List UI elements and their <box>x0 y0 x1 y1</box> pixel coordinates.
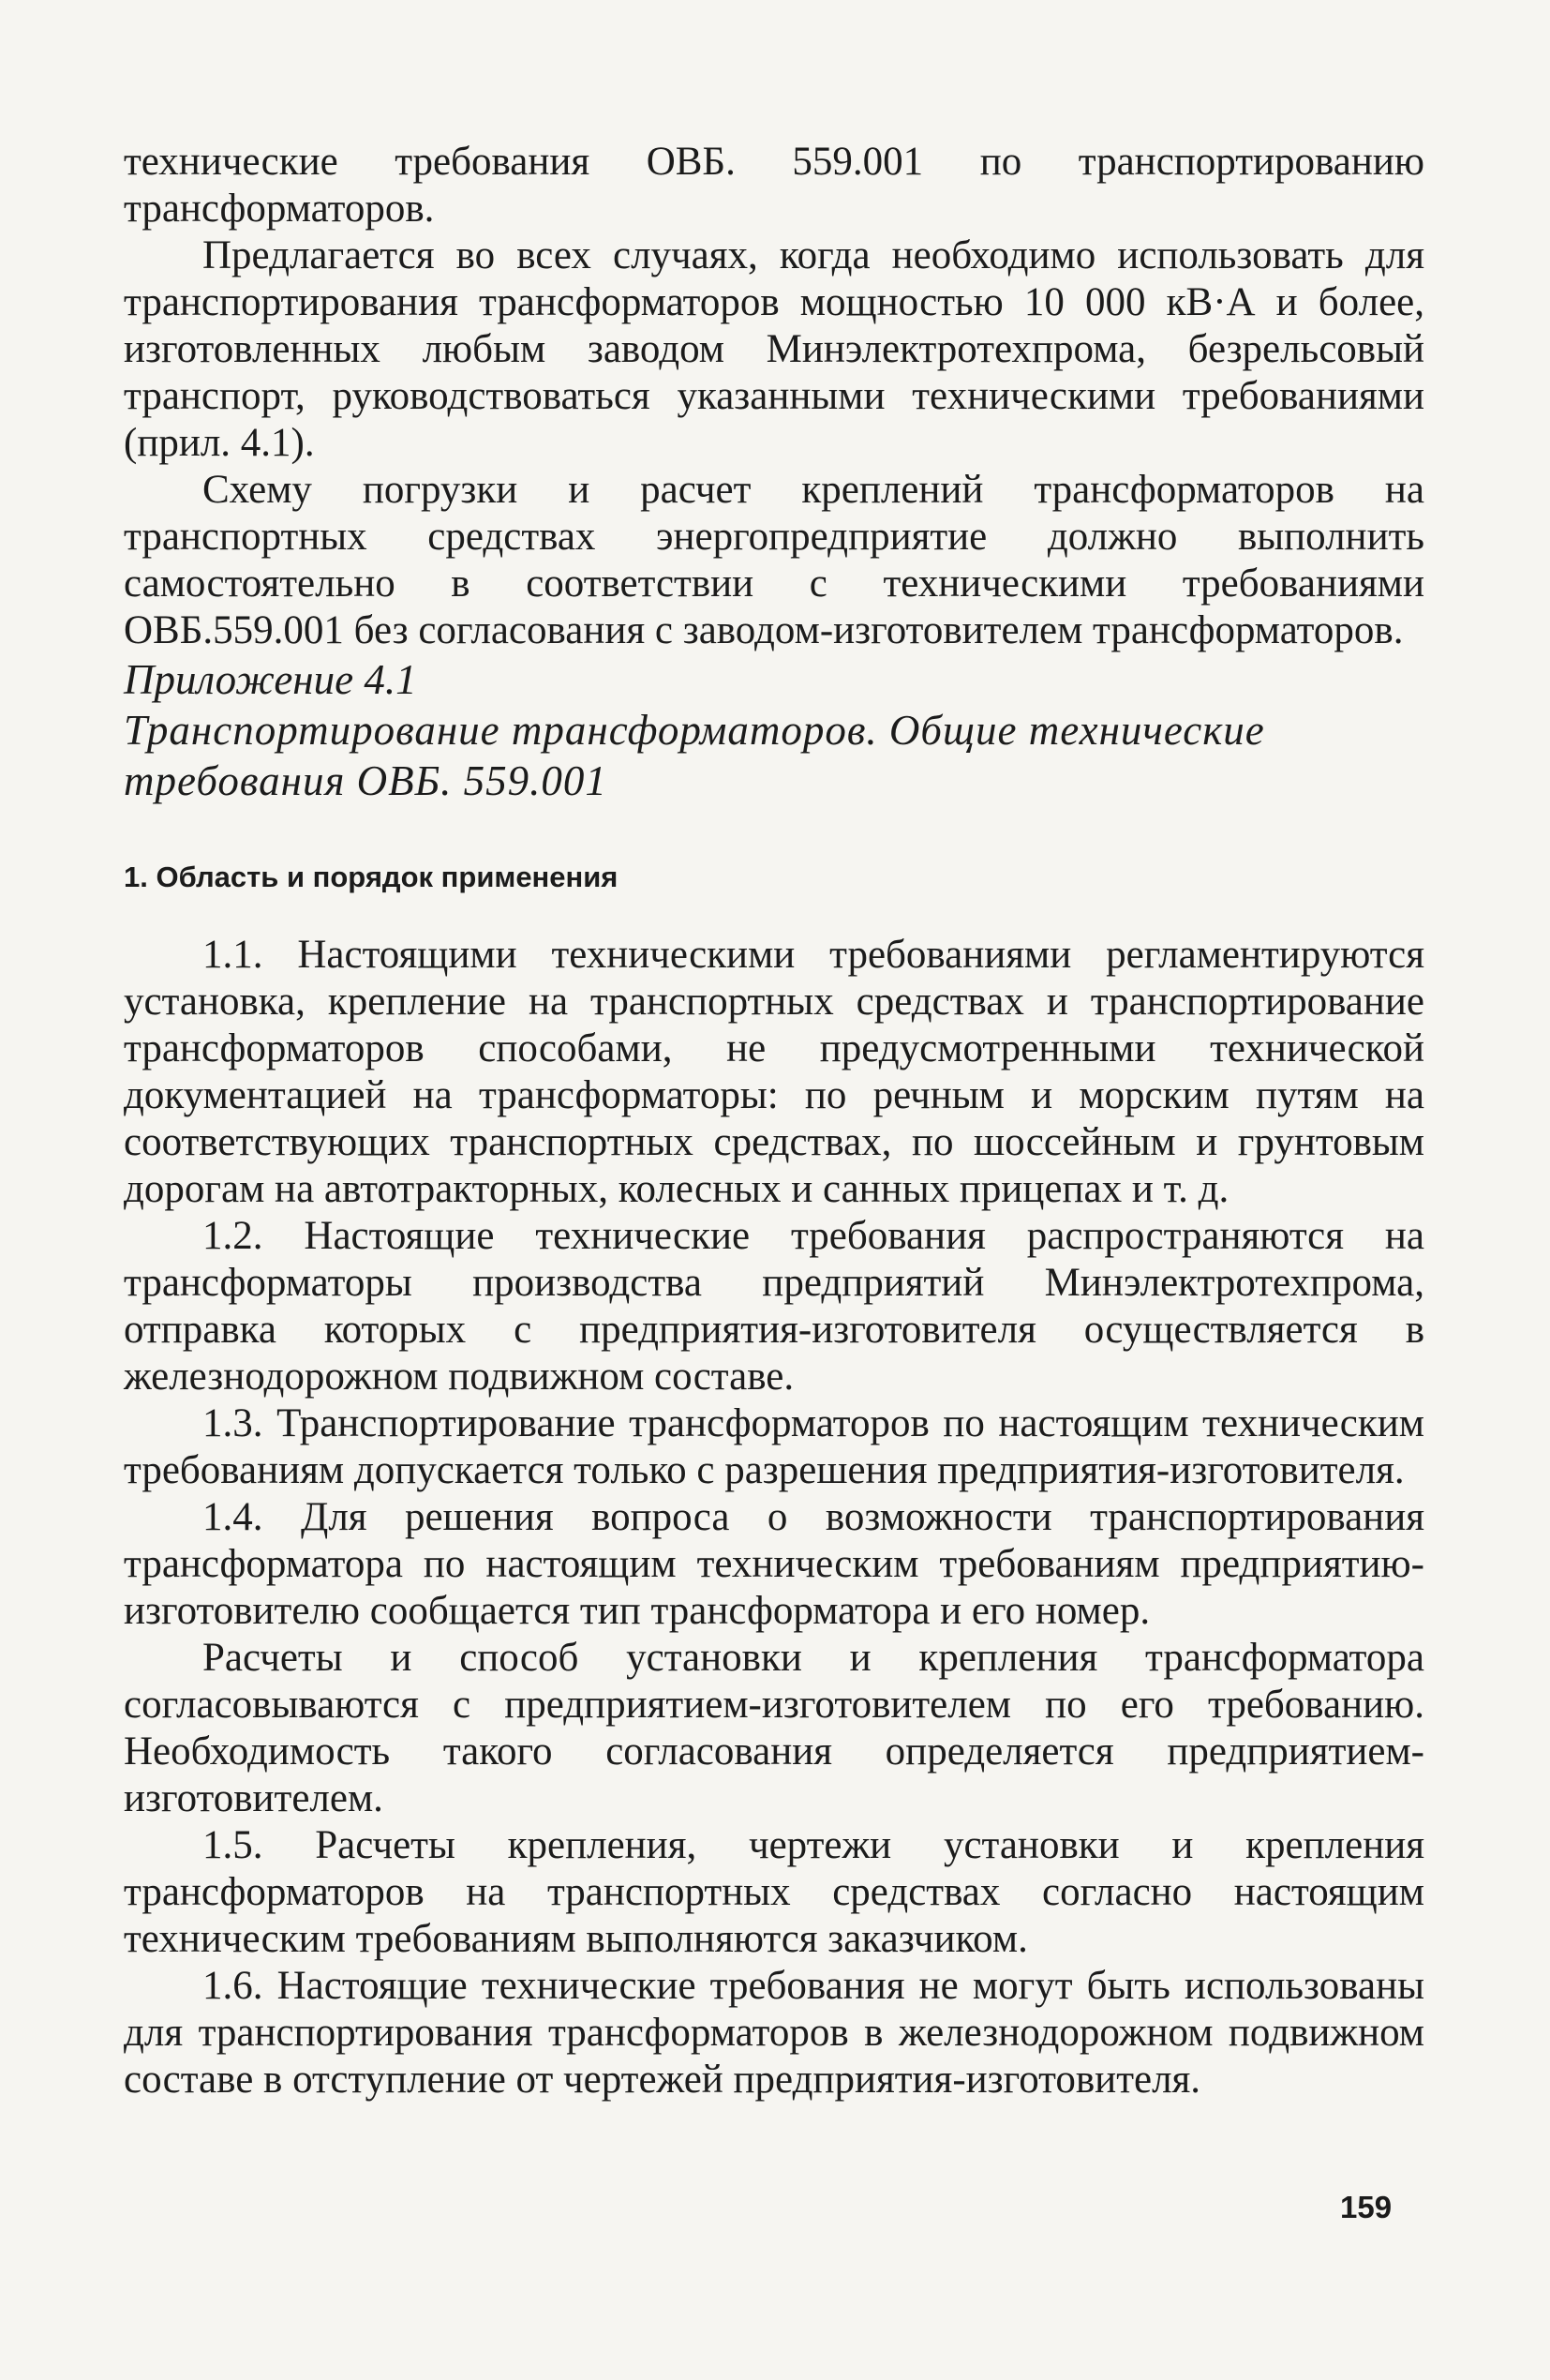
text-column <box>124 139 1424 2103</box>
clause-1-3: 1.3. Транспортирование трансформаторов по настоящим техническим требованиям допускается только с разрешения предприятия-изготовителя. <box>124 1401 1424 1492</box>
intro-paragraph-2: Предлагается во всех случаях, когда необходимо использовать для транспортирования трансформаторов мощностью 10 000 кВ·А и более, изготовленных любым заводом Минэлектротехпрома, безрельсовый транспорт, руководствоваться указанными техническими требованиями (прил. 4.1). <box>124 233 1424 465</box>
clause-1-5: 1.5. Расчеты крепления, чертежи установки и крепления трансформаторов на транспортных средствах согласно настоящим техническим требованиям выполняются заказчиком. <box>124 1823 1424 1961</box>
clause-1-4-continuation: Расчеты и способ установки и крепления трансформатора согласовываются с предприятием-изготовителем по его требованию. Необходимость такого согласования определяется предприятием-изготовителем. <box>124 1636 1424 1820</box>
clause-1-6: 1.6. Настоящие технические требования не могут быть использованы для транспортирования трансформаторов в железнодорожном подвижном составе в отступление от чертежей предприятия-изготовителя. <box>124 1964 1424 2102</box>
appendix-title: Транспортирование трансформаторов. Общие технические требования ОВБ. 559.001 <box>124 707 1265 804</box>
clause-1-1: 1.1. Настоящими техническими требованиями регламентируются установка, крепление на транспортных средствах и транспортирование трансформаторов способами, не предусмотренными технической документацией на трансформаторы: по речным и морским путям на соответствующих транспортных средствах, по шоссейным и грунтовым дорогам на автотракторных, колесных и санных прицепах и т. д. <box>124 933 1424 1211</box>
appendix-label: Приложение 4.1 <box>124 656 417 703</box>
section-heading: 1. Область и порядок применения <box>124 861 619 893</box>
clause-1-2: 1.2. Настоящие технические требования распространяются на трансформаторы производства предприятий Минэлектротехпрома, отправка которых с предприятия-изготовителя осуществляется в железнодорожном подвижном составе. <box>124 1214 1424 1399</box>
intro-paragraph-1: технические требования ОВБ. 559.001 по транспортированию трансформаторов. <box>124 140 1424 231</box>
clause-1-4: 1.4. Для решения вопроса о возможности транспортирования трансформатора по настоящим техническим требованиям предприятию-изготовителю сообщается тип трансформатора и его номер. <box>124 1495 1424 1633</box>
intro-paragraph-3: Схему погрузки и расчет креплений трансформаторов на транспортных средствах энергопредприятие должно выполнить самостоятельно в соответствии с техническими требованиями ОВБ.559.001 без согласования с заводом-изготовителем трансформаторов. <box>124 468 1424 652</box>
page-number: 159 <box>1340 2190 1393 2224</box>
